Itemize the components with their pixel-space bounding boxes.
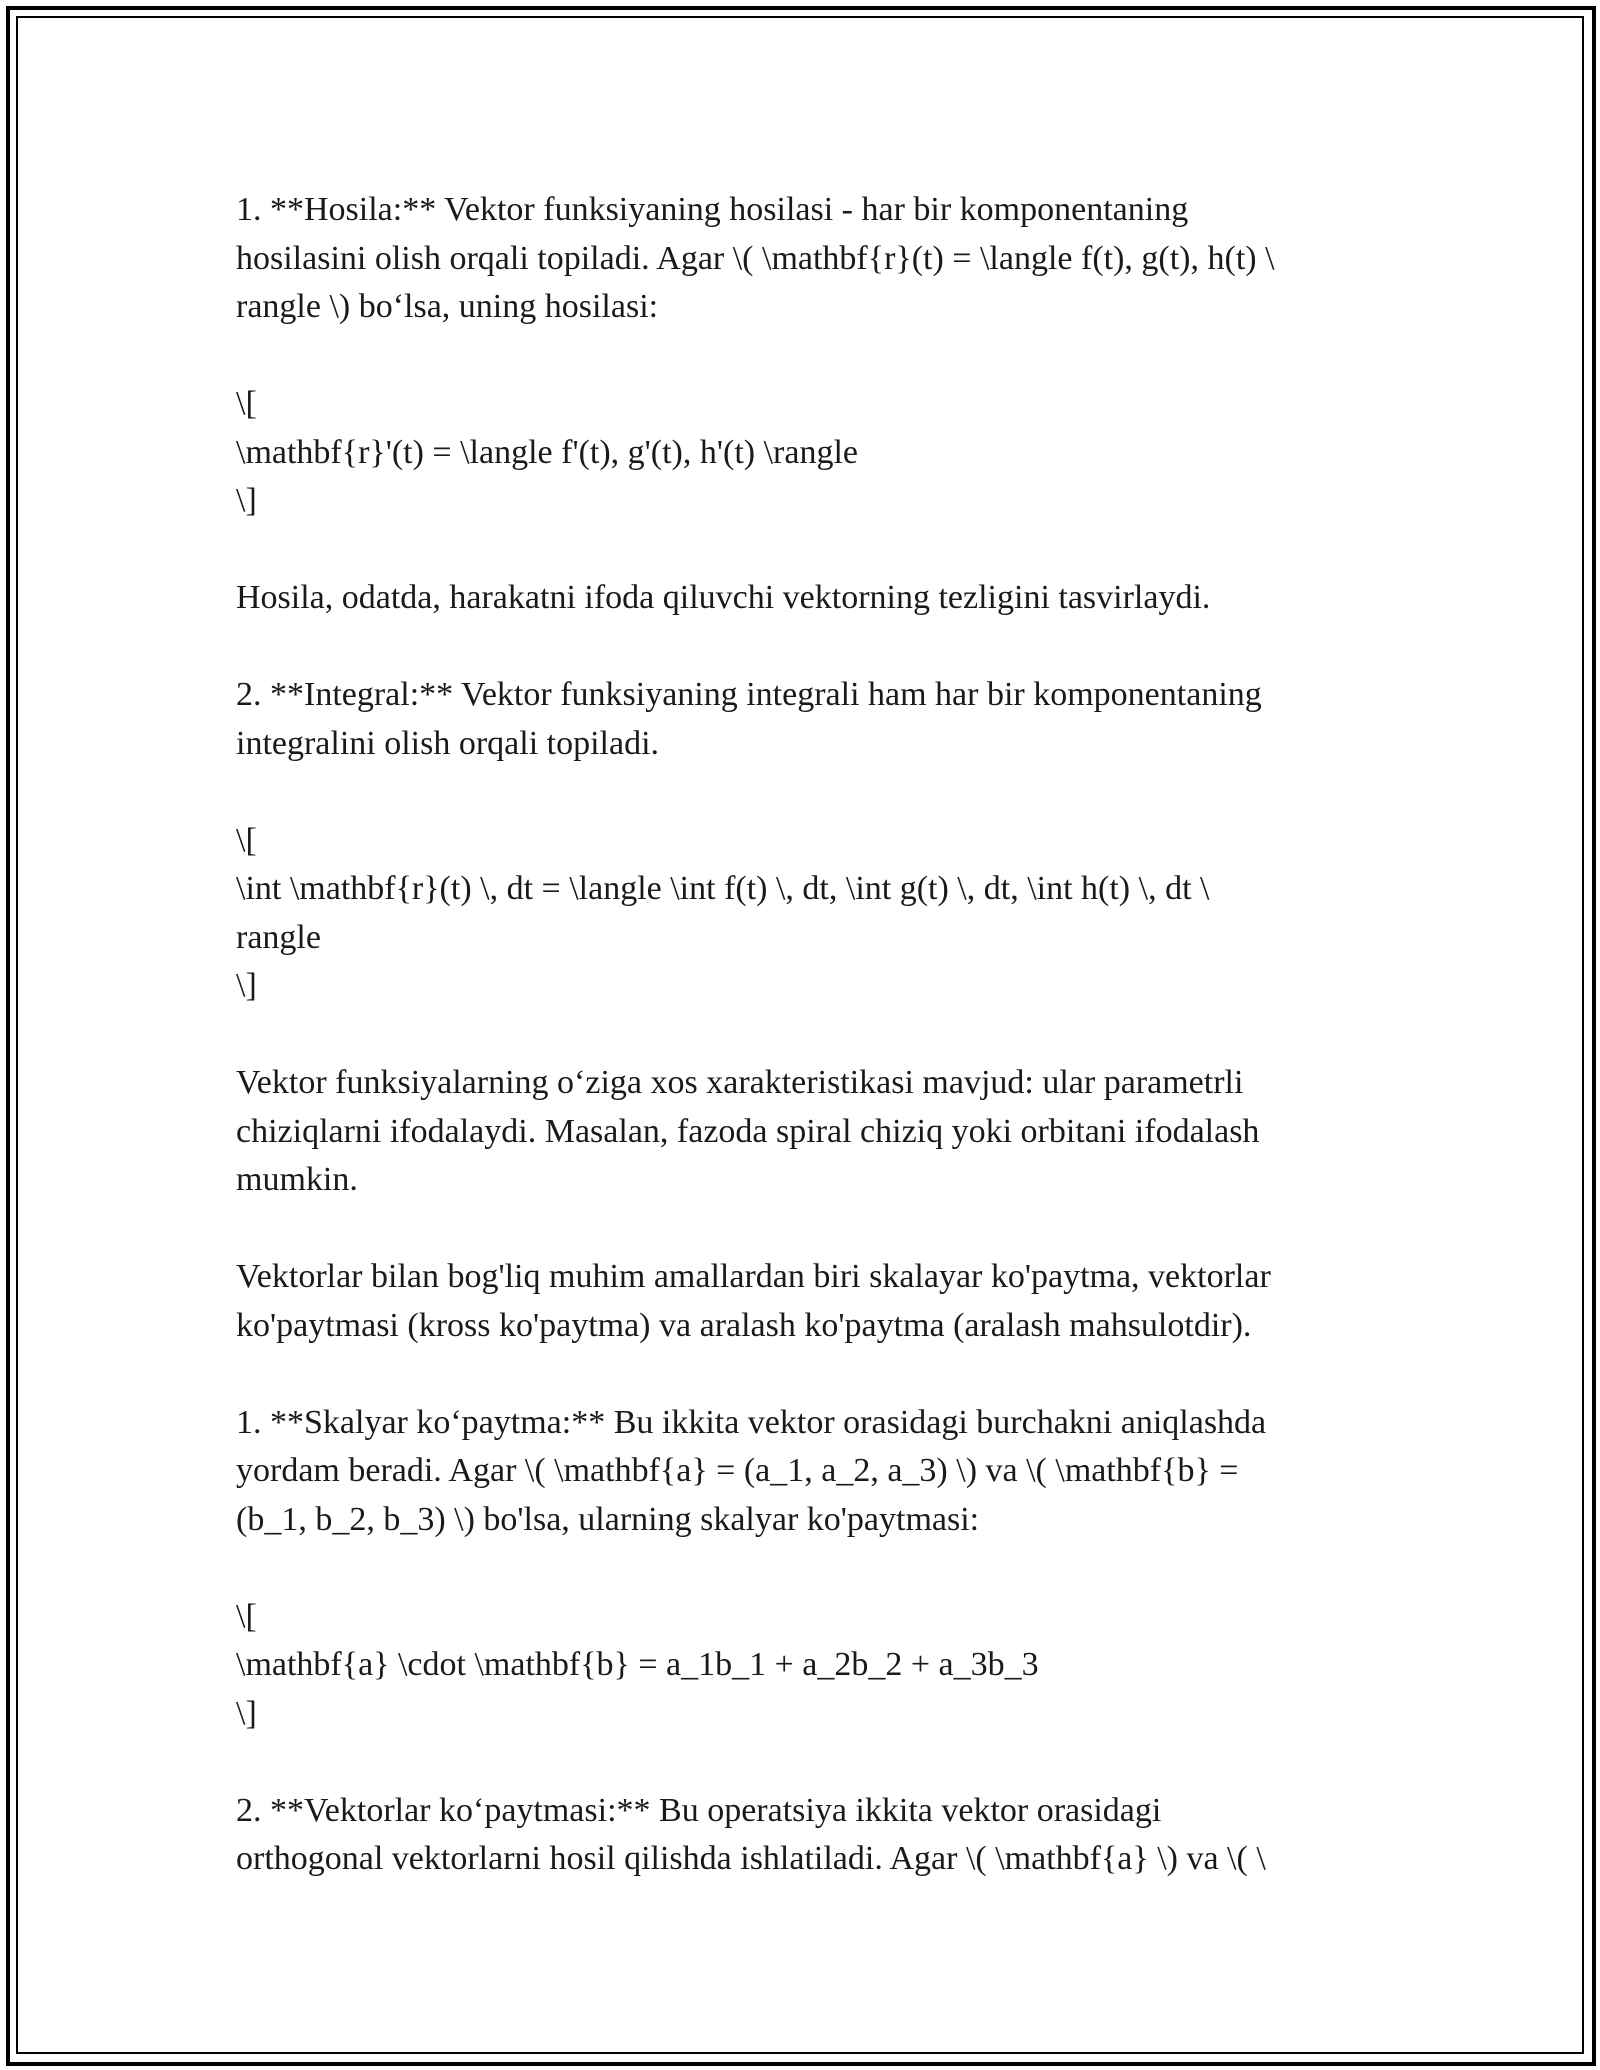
formula-scalar-product: \[ \mathbf{a} \cdot \mathbf{b} = a_1b_1 + a_2b_2 + a_3b_3 \] — [236, 1597, 1039, 1732]
formula-derivative: \[ \mathbf{r}'(t) = \langle f'(t), g'(t), h'(t) \rangle \] — [236, 385, 858, 519]
paragraph-vector-operations: Vektorlar bilan bog'liq muhim amallardan biri skalayar ko'paytma, vektorlar ko'paytmasi (kross ko'paytma) va aralash ko'paytma (aralash mahsulotdir). — [236, 1258, 1271, 1344]
paragraph-derivative-meaning: Hosila, odatda, harakatni ifoda qiluvchi vektorning tezligini tasvirlaydi. — [236, 579, 1211, 616]
paragraph-vector-functions: Vektor funksiyalarning o‘ziga xos xarakteristikasi mavjud: ular parametrli chiziqlarni ifodalaydi. Masalan, fazoda spiral chiziq yoki orbitani ifodalash mumkin. — [236, 1064, 1260, 1198]
paragraph-scalar-product: 1. **Skalyar ko‘paytma:** Bu ikkita vektor orasidagi burchakni aniqlashda yordam beradi. Agar \( \mathbf{a} = (a_1, a_2, a_3) \) va \( \mathbf{b} = (b_1, b_2, b_3) \) bo'lsa, ularning skalyar ko'paytmasi: — [236, 1403, 1267, 1538]
formula-integral: \[ \int \mathbf{r}(t) \, dt = \langle \int f(t) \, dt, \int g(t) \, dt, \int h(t) \, dt \ rangle \] — [236, 821, 1210, 1004]
document-body — [236, 186, 1366, 1884]
paragraph-derivative-intro: 1. **Hosila:** Vektor funksiyaning hosilasi - har bir komponentaning hosilasini olish orqali topiladi. Agar \( \mathbf{r}(t) = \langle f(t), g(t), h(t) \ rangle \) bo‘lsa, uning hosilasi: — [236, 191, 1275, 325]
paragraph-cross-product: 2. **Vektorlar ko‘paytmasi:** Bu operatsiya ikkita vektor orasidagi orthogonal vektorlarni hosil qilishda ishlatiladi. Agar \( \mathbf{a} \) va \( \ — [236, 1791, 1266, 1877]
paragraph-integral-intro: 2. **Integral:** Vektor funksiyaning integrali ham har bir komponentaning integralini olish orqali topiladi. — [236, 676, 1262, 762]
